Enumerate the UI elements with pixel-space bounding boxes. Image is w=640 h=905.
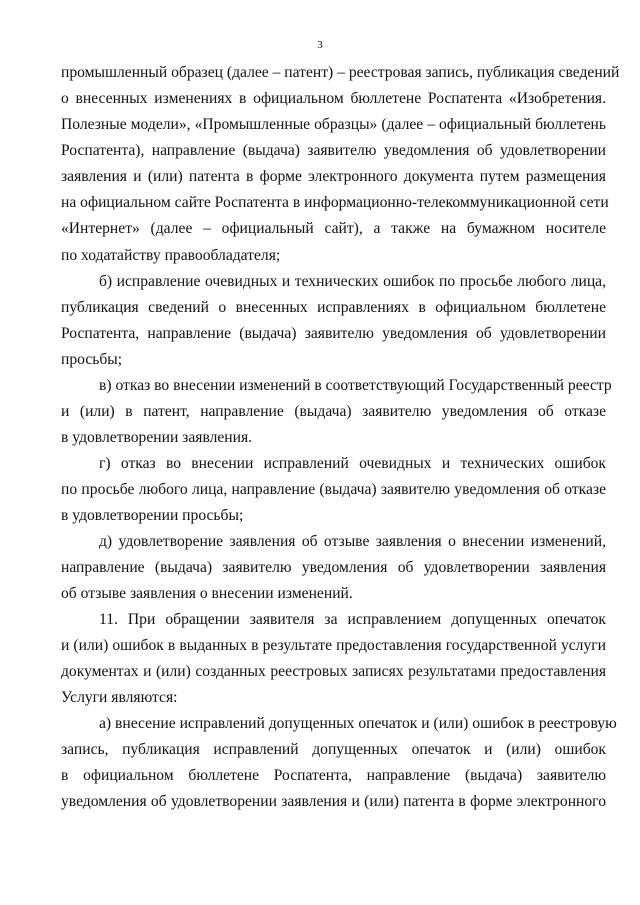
text-line: направление (выдача) заявителю уведомления об удовлетворении заявления	[61, 559, 606, 576]
paragraph-first-line: а) внесение исправлений допущенных опечаток и (или) ошибок в реестровую	[99, 715, 617, 732]
text-line: и (или) ошибок в выданных в результате предоставления государственной услуги	[61, 637, 606, 654]
text-line: по просьбе любого лица, направление (выдача) заявителю уведомления об отказе	[61, 481, 606, 498]
paragraph-first-line: 11. При обращении заявителя за исправлением допущенных опечаток	[99, 611, 606, 628]
paragraph-first-line: г) отказ во внесении исправлений очевидных и технических ошибок	[99, 455, 606, 472]
text-line: просьбы;	[61, 351, 123, 368]
text-line: уведомления об удовлетворении заявления и (или) патента в форме электронного	[61, 793, 606, 810]
text-line: промышленный образец (далее – патент) – реестровая запись, публикация сведений	[61, 64, 620, 81]
text-line: Роспатента, направление (выдача) заявителю уведомления об удовлетворении	[61, 325, 606, 342]
page-number: 3	[317, 39, 323, 51]
text-line: Услуги являются:	[61, 689, 178, 706]
text-line: об отзыве заявления о внесении изменений.	[61, 585, 353, 602]
paragraph-first-line: д) удовлетворение заявления об отзыве заявления о внесении изменений,	[99, 533, 606, 550]
text-line: о внесенных изменениях в официальном бюллетене Роспатента «Изобретения.	[61, 90, 606, 107]
text-line: запись, публикация исправлений допущенных опечаток и (или) ошибок	[61, 741, 606, 758]
text-line: по ходатайству правообладателя;	[61, 247, 281, 264]
paragraph-first-line: б) исправление очевидных и технических ошибок по просьбе любого лица,	[99, 273, 606, 290]
text-line: заявления и (или) патента в форме электронного документа путем размещения	[61, 168, 606, 185]
text-line: в официальном бюллетене Роспатента, направление (выдача) заявителю	[61, 767, 606, 784]
text-line: документах и (или) созданных реестровых записях результатами предоставления	[61, 663, 606, 680]
text-line: на официальном сайте Роспатента в информационно-телекоммуникационной сети	[61, 194, 609, 211]
text-line: в удовлетворении просьбы;	[61, 507, 244, 524]
text-line: «Интернет» (далее – официальный сайт), а также на бумажном носителе	[61, 220, 606, 237]
text-line: публикация сведений о внесенных исправлениях в официальном бюллетене	[61, 299, 606, 316]
text-line: Роспатента), направление (выдача) заявителю уведомления об удовлетворении	[61, 142, 606, 159]
text-line: Полезные модели», «Промышленные образцы» (далее – официальный бюллетень	[61, 116, 606, 133]
text-line: и (или) в патент, направление (выдача) заявителю уведомления об отказе	[61, 403, 606, 420]
paragraph-first-line: в) отказ во внесении изменений в соответствующий Государственный реестр	[99, 377, 612, 394]
text-line: в удовлетворении заявления.	[61, 429, 253, 446]
